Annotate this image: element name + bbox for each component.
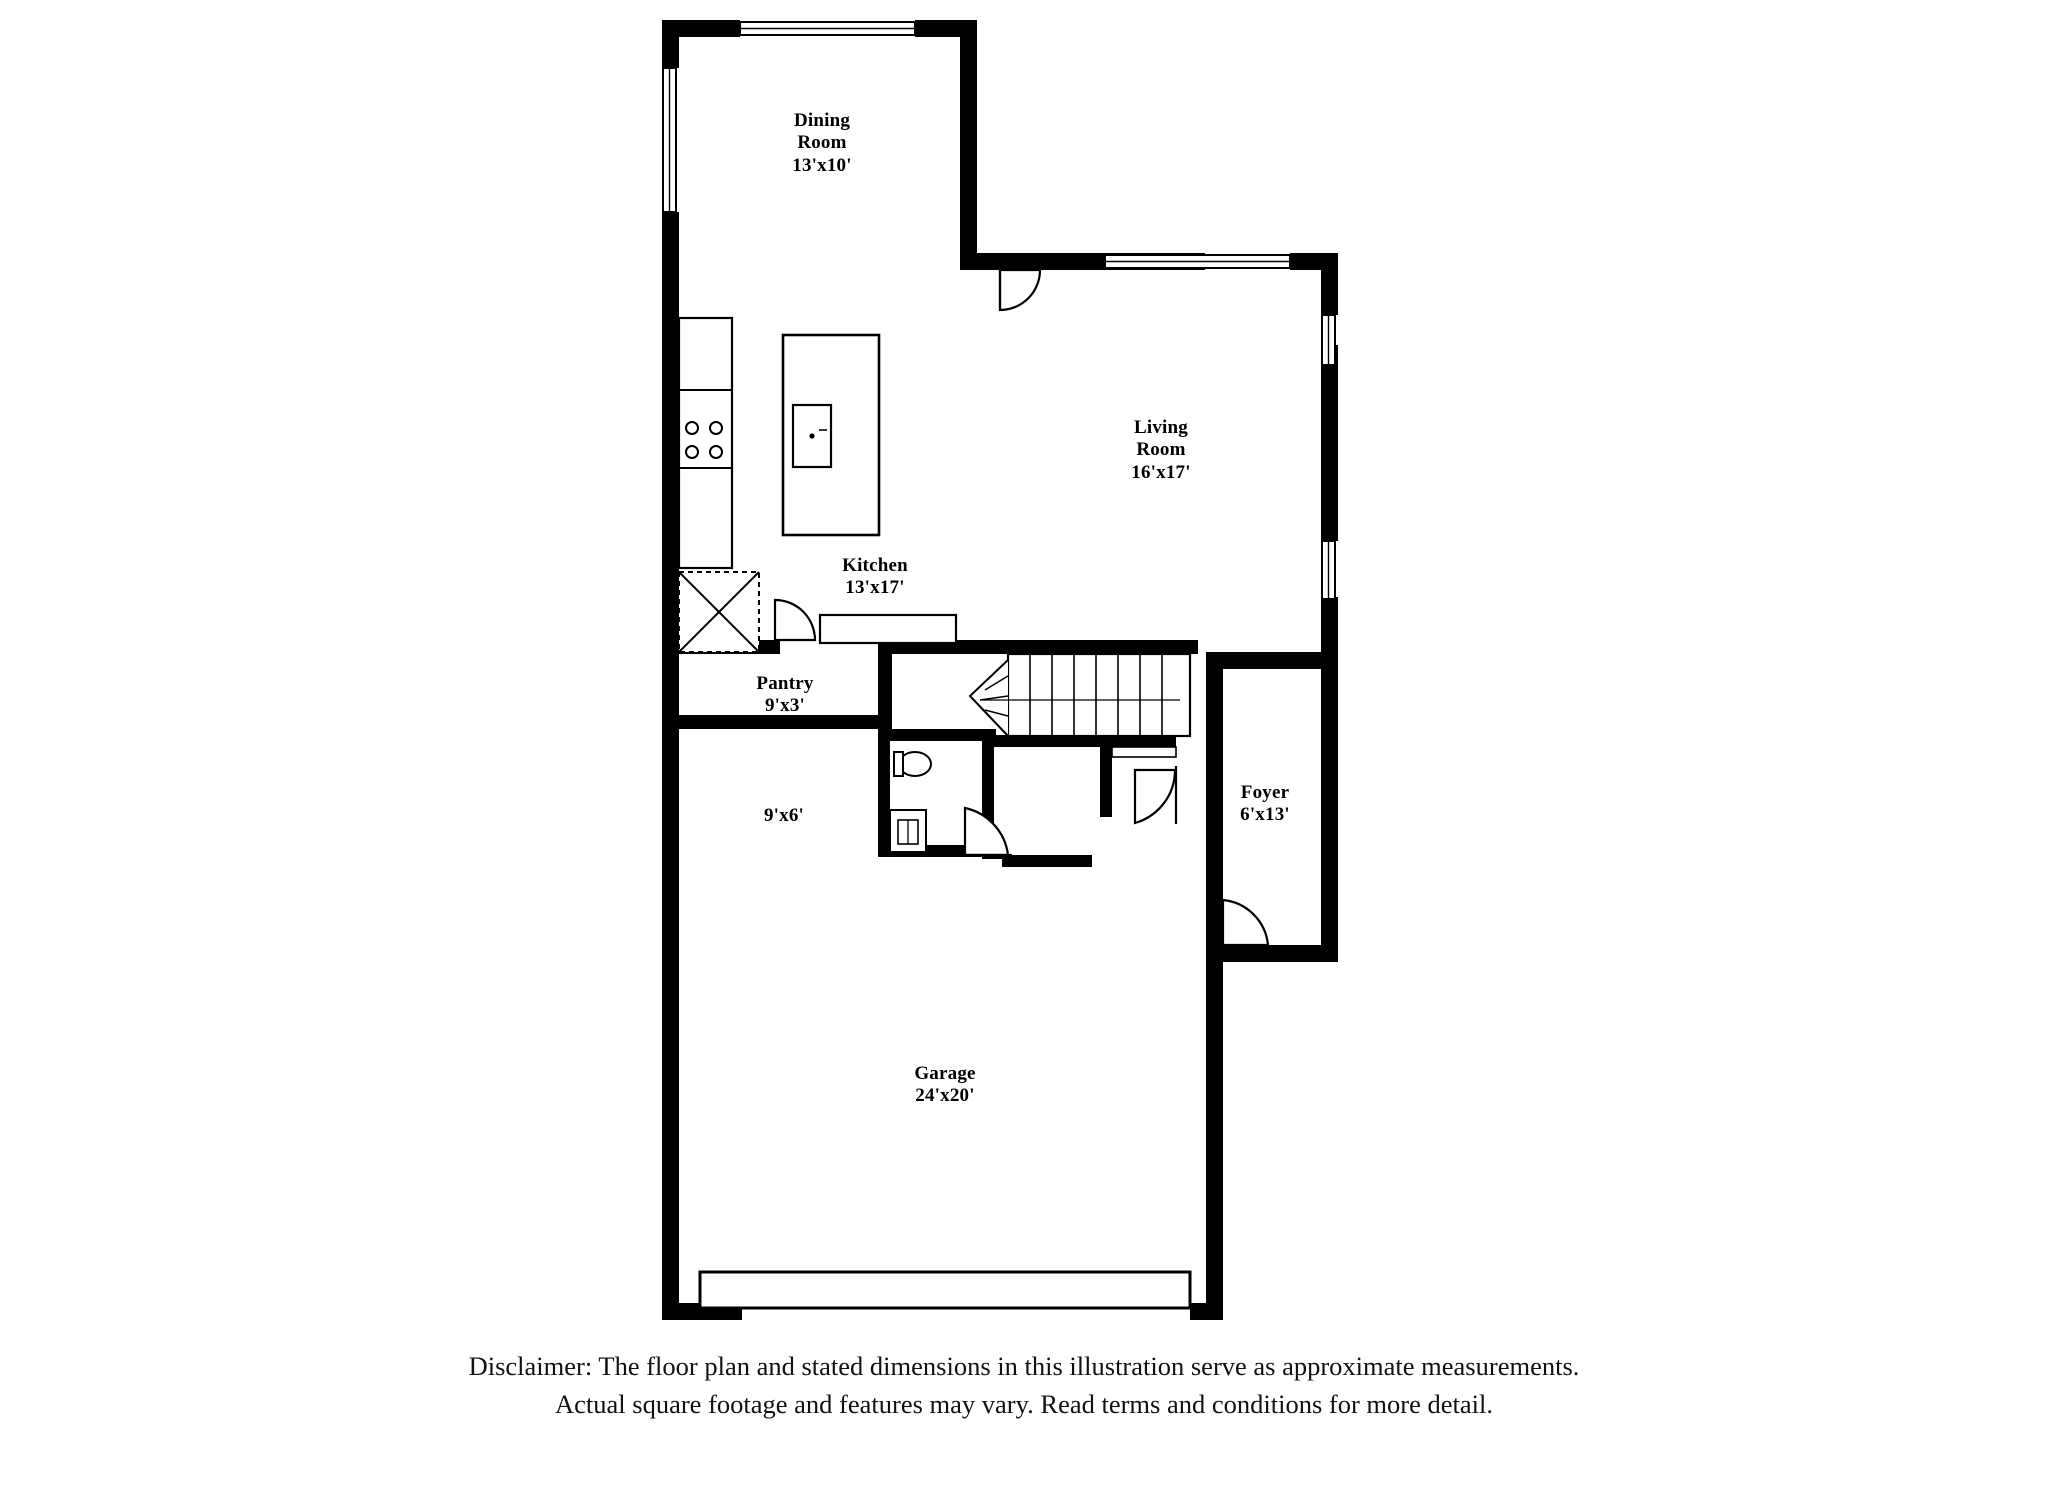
bathroom-fixtures: [890, 752, 931, 852]
disclaimer-line-1: Disclaimer: The floor plan and stated dimensions in this illustration serve as approximate measurements.: [468, 1351, 1580, 1381]
disclaimer: [0, 1348, 2048, 1423]
room-label-kitchen: Kitchen 13'x17': [842, 555, 908, 599]
kitchen-fixtures: [679, 318, 956, 652]
room-label-living: Living Room 16'x17': [1131, 417, 1191, 483]
room-label-dining: Dining Room 13'x10': [792, 110, 852, 176]
foyer-closet: [1112, 747, 1176, 757]
room-label-utility: 9'x6': [763, 805, 805, 826]
stairs: [970, 654, 1190, 736]
room-label-pantry: Pantry 9'x3': [756, 673, 814, 717]
room-label-garage: Garage 24'x20': [914, 1063, 976, 1107]
room-label-foyer: Foyer 6'x13': [1240, 782, 1290, 826]
disclaimer-line-2: Actual square footage and features may vary. Read terms and conditions for more detail.: [555, 1388, 1493, 1419]
